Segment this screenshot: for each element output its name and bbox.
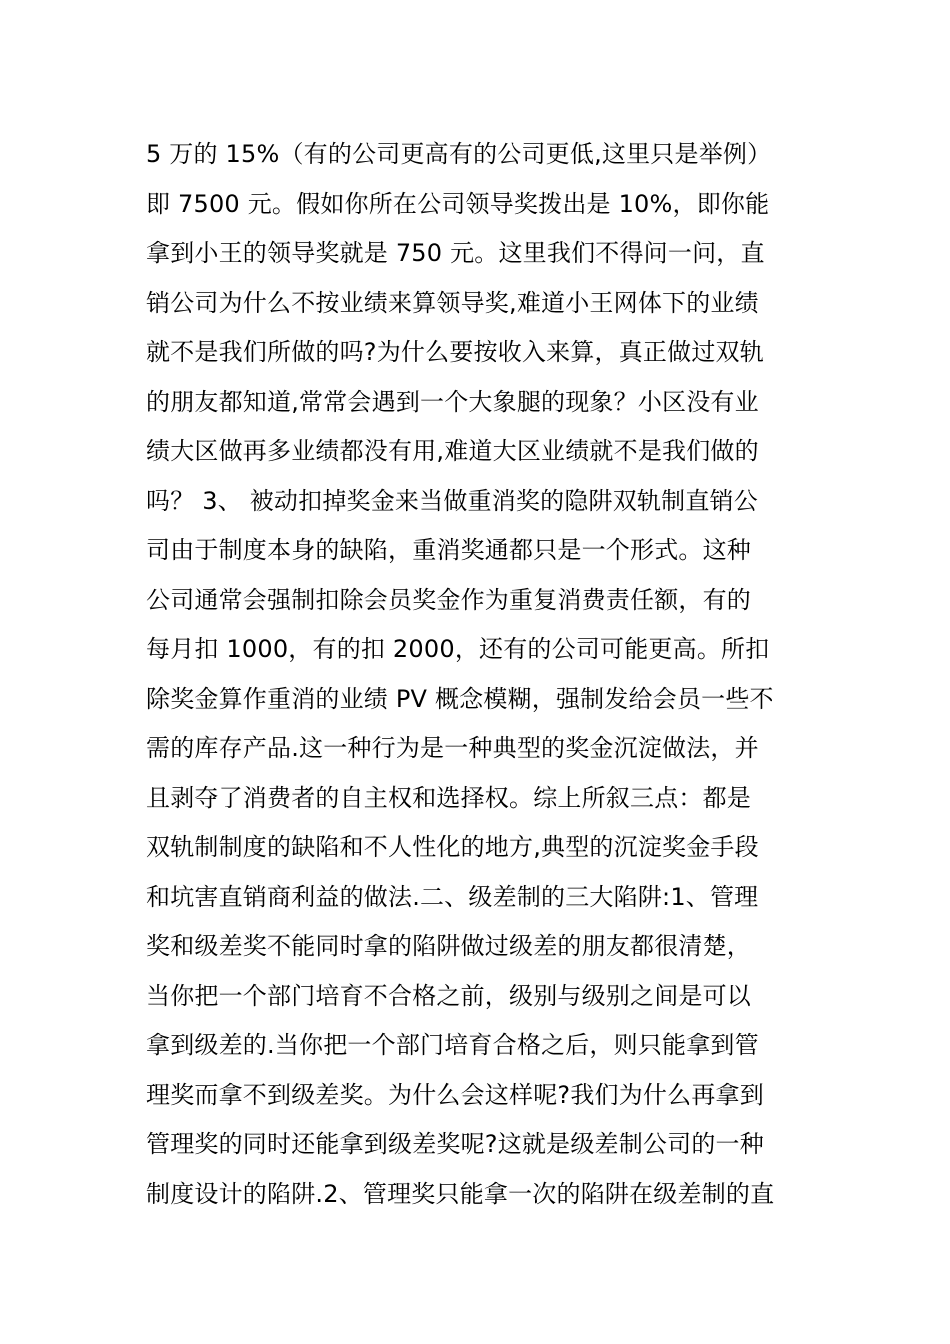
text-line: 每月扣 1000，有的扣 2000，还有的公司可能更高。所扣 — [146, 635, 770, 663]
text-line: 就不是我们所做的吗?为什么要按收入来算，真正做过双轨 — [146, 338, 764, 366]
text-line: 且剥夺了消费者的自主权和选择权。综上所叙三点：都是 — [146, 783, 751, 812]
text-line: 管理奖的同时还能拿到级差奖呢?这就是级差制公司的一种 — [146, 1130, 764, 1158]
text-line: 拿到级差的.当你把一个部门培育合格之后，则只能拿到管 — [146, 1031, 759, 1059]
text-line: 奖和级差奖不能同时拿的陷阱做过级差的朋友都很清楚， — [146, 932, 751, 960]
text-line: 绩大区做再多业绩都没有用,难道大区业绩就不是我们做的 — [146, 437, 759, 465]
text-line: 吗？ 3、 被动扣掉奖金来当做重消奖的隐阱双轨制直销公 — [146, 486, 758, 515]
text-line: 当你把一个部门培育不合格之前，级别与级别之间是可以 — [146, 981, 751, 1010]
text-line: 需的库存产品.这一种行为是一种典型的奖金沉淀做法，并 — [146, 734, 759, 762]
text-line: 即 7500 元。假如你所在公司领导奖拨出是 10%，即你能 — [146, 189, 770, 218]
text-line: 双轨制制度的缺陷和不人性化的地方,典型的沉淀奖金手段 — [146, 833, 759, 861]
text-line: 拿到小王的领导奖就是 750 元。这里我们不得问一问，直 — [146, 239, 765, 267]
text-line: 销公司为什么不按业绩来算领导奖,难道小王网体下的业绩 — [146, 288, 759, 317]
text-line: 司由于制度本身的缺陷，重消奖通都只是一个形式。这种 — [146, 536, 751, 564]
text-line: 制度设计的陷阱.2、管理奖只能拿一次的陷阱在级差制的直 — [146, 1179, 775, 1208]
text-line: 5 万的 15%（有的公司更高有的公司更低,这里只是举例） — [146, 140, 772, 168]
body-text — [146, 130, 826, 1219]
text-line: 除奖金算作重消的业绩 PV 概念模糊，强制发给会员一些不 — [146, 684, 774, 713]
text-line: 的朋友都知道,常常会遇到一个大象腿的现象？小区没有业 — [146, 387, 759, 416]
text-line: 公司通常会强制扣除会员奖金作为重复消费责任额，有的 — [146, 585, 751, 614]
text-line: 和坑害直销商利益的做法.二、级差制的三大陷阱:1、管理 — [146, 882, 759, 911]
text-line: 理奖而拿不到级差奖。为什么会这样呢?我们为什么再拿到 — [146, 1080, 764, 1109]
